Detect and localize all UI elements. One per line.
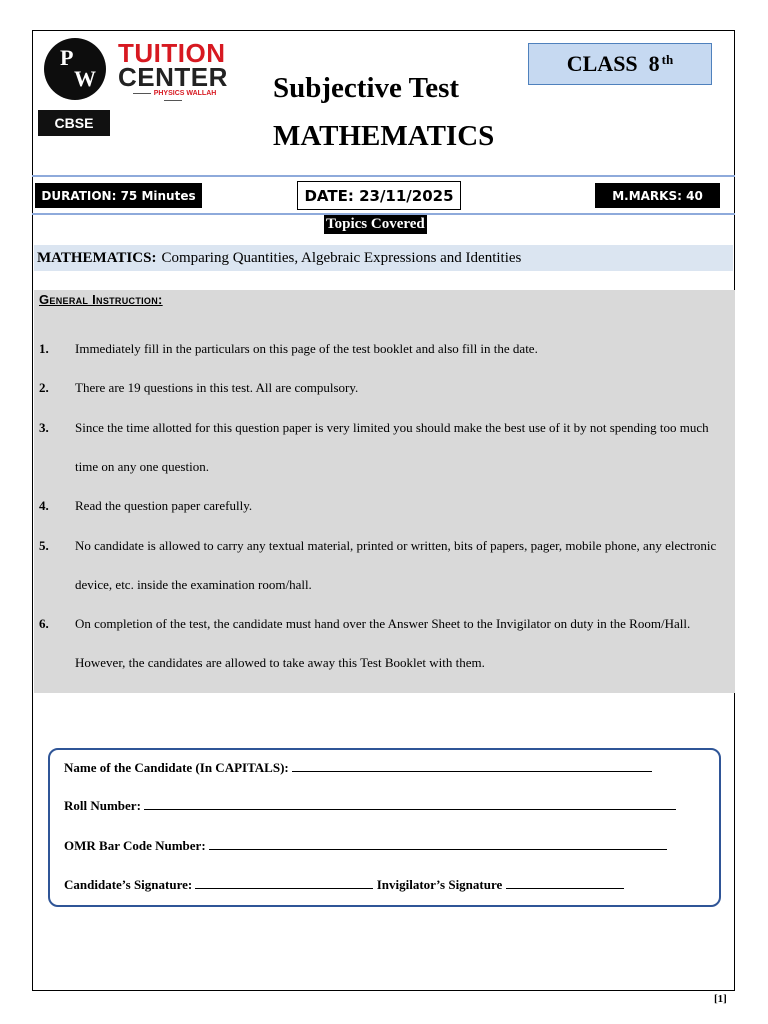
candidate-signature-label: Candidate’s Signature: xyxy=(64,877,193,892)
name-field[interactable] xyxy=(292,760,652,772)
topics-bar xyxy=(34,245,733,271)
invigilator-signature-label: Invigilator’s Signature xyxy=(376,877,503,892)
brand-line2: CENTER xyxy=(118,62,228,92)
instructions-heading: General Instruction: xyxy=(39,292,163,307)
duration-badge: DURATION: 75 Minutes xyxy=(35,183,202,208)
subject-title: MATHEMATICS xyxy=(273,120,495,152)
topics-heading: Topics Covered xyxy=(326,216,425,232)
class-label: CLASS 8 xyxy=(566,51,660,76)
brand-sub-text: PHYSICS WALLAH xyxy=(153,90,217,97)
item-number: 2. xyxy=(39,380,49,395)
class-box xyxy=(528,43,712,85)
instruction-text: Read the question paper carefully. xyxy=(75,498,253,513)
item-number: 3. xyxy=(39,420,49,435)
name-label: Name of the Candidate (In CAPITALS): xyxy=(64,760,289,775)
invigilator-signature-field[interactable] xyxy=(506,877,624,889)
date-box: DATE: 23/11/2025 xyxy=(297,181,461,210)
instruction-text: Immediately fill in the particulars on this page of the test booklet and also fill in the date. xyxy=(75,341,538,356)
test-title: Subjective Test xyxy=(273,72,460,104)
candidate-signature-field[interactable] xyxy=(195,877,373,889)
topics-list: Comparing Quantities, Algebraic Expressions and Identities xyxy=(161,249,522,266)
roll-field[interactable] xyxy=(144,798,676,810)
instruction-text: No candidate is allowed to carry any textual material, printed or written, bits of papers, pager, mobile phone, any electronic device, etc. inside the examination room/hall. xyxy=(75,538,717,592)
logo-w: W xyxy=(74,66,96,91)
topics-subject: MATHEMATICS: xyxy=(37,249,157,266)
instructions-panel xyxy=(34,290,735,693)
instruction-text: Since the time allotted for this question paper is very limited you should make the best use of it by not spending too much time on any one question. xyxy=(75,420,709,474)
class-sup: th xyxy=(661,52,674,67)
item-number: 1. xyxy=(39,341,49,356)
brand-line1: TUITION xyxy=(118,38,226,68)
roll-row xyxy=(64,798,676,814)
item-number: 5. xyxy=(39,538,49,553)
page-number: [1] xyxy=(714,993,727,1005)
pw-logo xyxy=(44,38,106,100)
omr-label: OMR Bar Code Number: xyxy=(64,838,206,853)
roll-label: Roll Number: xyxy=(64,798,141,813)
name-row xyxy=(64,760,652,776)
logo-p: P xyxy=(60,45,74,70)
divider-top xyxy=(32,175,735,177)
instruction-text: On completion of the test, the candidate must hand over the Answer Sheet to the Invigilator on duty in the Room/Hall. However, the candidates are allowed to take away this Test Booklet with them. xyxy=(75,616,691,670)
board-badge: CBSE xyxy=(38,110,110,136)
candidate-details-box xyxy=(48,748,721,907)
instruction-text: There are 19 questions in this test. All are compulsory. xyxy=(75,380,359,395)
brand-sub xyxy=(118,90,228,104)
signature-row xyxy=(64,877,624,893)
item-number: 4. xyxy=(39,498,49,513)
marks-badge: M.MARKS: 40 xyxy=(595,183,720,208)
item-number: 6. xyxy=(39,616,49,631)
omr-row xyxy=(64,838,667,854)
omr-field[interactable] xyxy=(209,838,667,850)
